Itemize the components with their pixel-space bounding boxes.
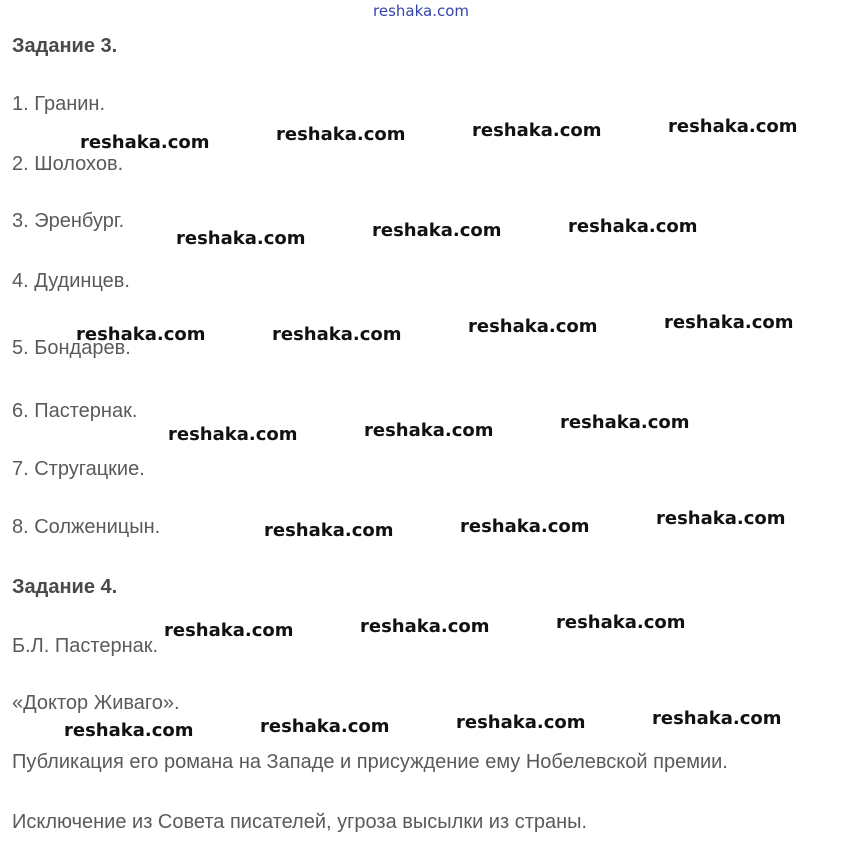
- watermark: reshaka.com: [652, 708, 782, 729]
- watermark: reshaka.com: [176, 228, 306, 249]
- task4-line-4: Исключение из Совета писателей, угроза высылки из страны.: [12, 811, 588, 833]
- task4-line-3: Публикация его романа на Западе и присуждение ему Нобелевской премии.: [12, 751, 728, 773]
- watermark: reshaka.com: [264, 520, 394, 541]
- task4-title: Задание 4.: [12, 576, 118, 598]
- watermark: reshaka.com: [664, 312, 794, 333]
- task3-item-4: 4. Дудинцев.: [12, 270, 130, 292]
- watermark: reshaka.com: [560, 412, 690, 433]
- task3-title: Задание 3.: [12, 35, 118, 57]
- task3-item-7: 7. Стругацкие.: [12, 458, 145, 480]
- watermark: reshaka.com: [364, 420, 494, 441]
- task3-item-6: 6. Пастернак.: [12, 400, 138, 422]
- task3-item-8: 8. Солженицын.: [12, 516, 161, 538]
- task3-item-3: 3. Эренбург.: [12, 210, 125, 232]
- task4-line-1: Б.Л. Пастернак.: [12, 635, 159, 657]
- watermark: reshaka.com: [472, 120, 602, 141]
- watermark: reshaka.com: [76, 324, 206, 345]
- watermark: reshaka.com: [372, 220, 502, 241]
- watermark: reshaka.com: [164, 620, 294, 641]
- watermark: reshaka.com: [64, 720, 194, 741]
- watermark: reshaka.com: [668, 116, 798, 137]
- watermark: reshaka.com: [168, 424, 298, 445]
- watermark: reshaka.com: [468, 316, 598, 337]
- watermark: reshaka.com: [556, 612, 686, 633]
- watermark: reshaka.com: [568, 216, 698, 237]
- watermark: reshaka.com: [272, 324, 402, 345]
- task4-line-2: «Доктор Живаго».: [12, 692, 180, 714]
- watermark: reshaka.com: [460, 516, 590, 537]
- watermark: reshaka.com: [360, 616, 490, 637]
- task3-item-2: 2. Шолохов.: [12, 153, 124, 175]
- task3-item-1: 1. Гранин.: [12, 93, 106, 115]
- watermark: reshaka.com: [276, 124, 406, 145]
- watermark: reshaka.com: [260, 716, 390, 737]
- watermark: reshaka.com: [656, 508, 786, 529]
- site-link[interactable]: reshaka.com: [373, 2, 469, 20]
- watermark: reshaka.com: [456, 712, 586, 733]
- task3-item-5: 5. Бондарев.: [12, 337, 131, 359]
- watermark: reshaka.com: [80, 132, 210, 153]
